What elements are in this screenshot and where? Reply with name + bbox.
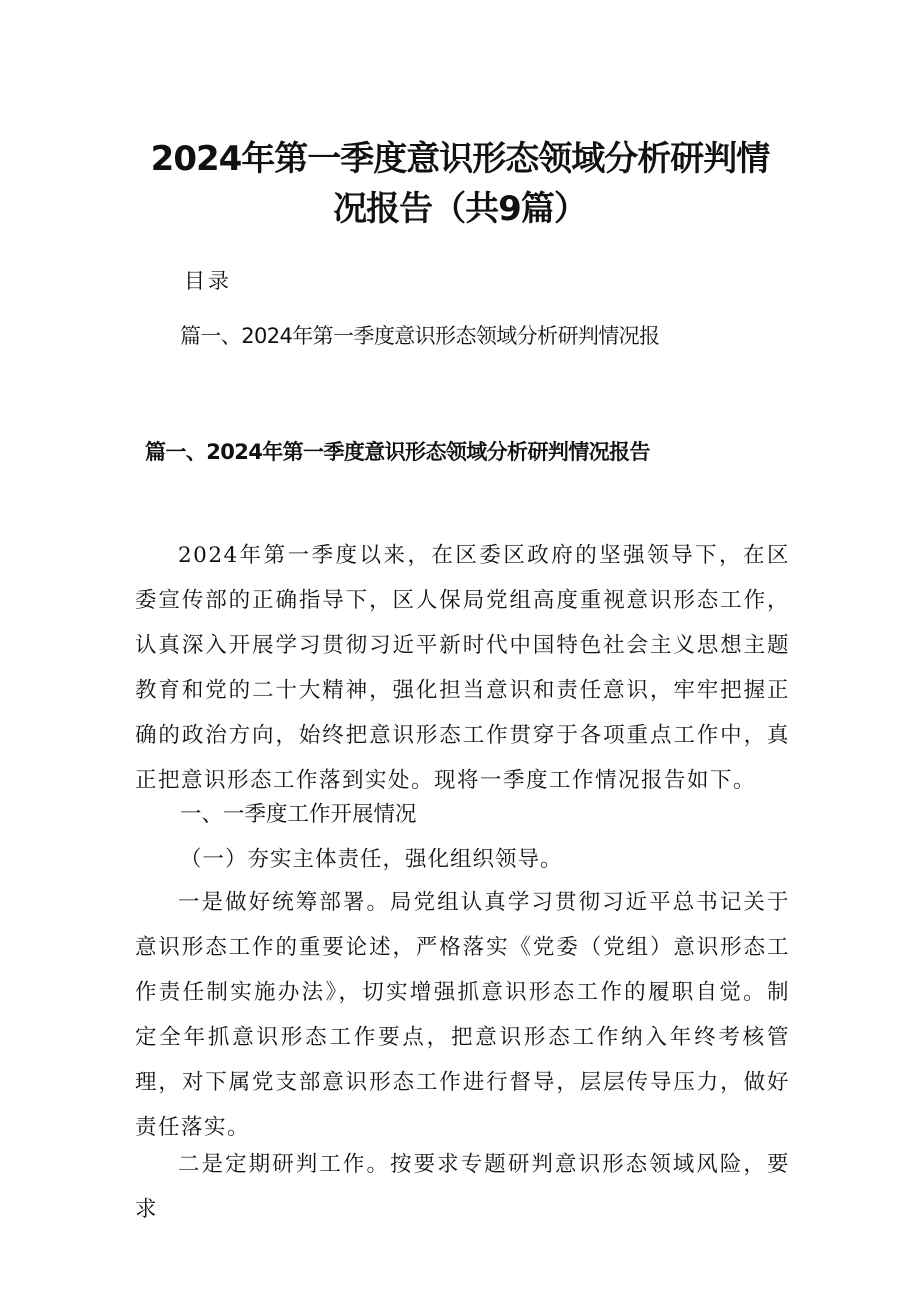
heading-level-2: （一）夯实主体责任，强化组织领导。 — [180, 847, 563, 872]
section-heading: 篇一、2024年第一季度意识形态领域分析研判情况报告 — [145, 440, 650, 464]
paragraph-2: 二是定期研判工作。按要求专题研判意识形态领域风险，要求 — [135, 1152, 790, 1222]
toc-item-1[interactable]: 篇一、2024年第一季度意识形态领域分析研判情况报 — [180, 324, 660, 348]
paragraph-1: 一是做好统筹部署。局党组认真学习贯彻习近平总书记关于意识形态工作的重要论述，严格落实《党委（党组）意识形态工作责任制实施办法》，切实增强抓意识形态工作的履职自觉。制定全年抓意识形态工作要点，把意识形态工作纳入年终考核管理，对下属党支部意识形态工作进行督导，层层传导压力，做好责任落实。 — [135, 890, 790, 1140]
toc-label: 目录 — [184, 269, 232, 293]
document-title-line-1: 2024年第一季度意识形态领域分析研判情 — [150, 139, 770, 179]
paragraph-intro: 2024年第一季度以来，在区委区政府的坚强领导下，在区委宣传部的正确指导下，区人保局党组高度重视意识形态工作，认真深入开展学习贯彻习近平新时代中国特色社会主义思想主题教育和党的二十大精神，强化担当意识和责任意识，牢牢把握正确的政治方向，始终把意识形态工作贯穿于各项重点工作中，真正把意识形态工作落到实处。现将一季度工作情况报告如下。 — [135, 543, 790, 793]
document-title-line-2: 况报告（共9篇） — [333, 189, 587, 229]
heading-level-1: 一、一季度工作开展情况 — [180, 802, 417, 827]
